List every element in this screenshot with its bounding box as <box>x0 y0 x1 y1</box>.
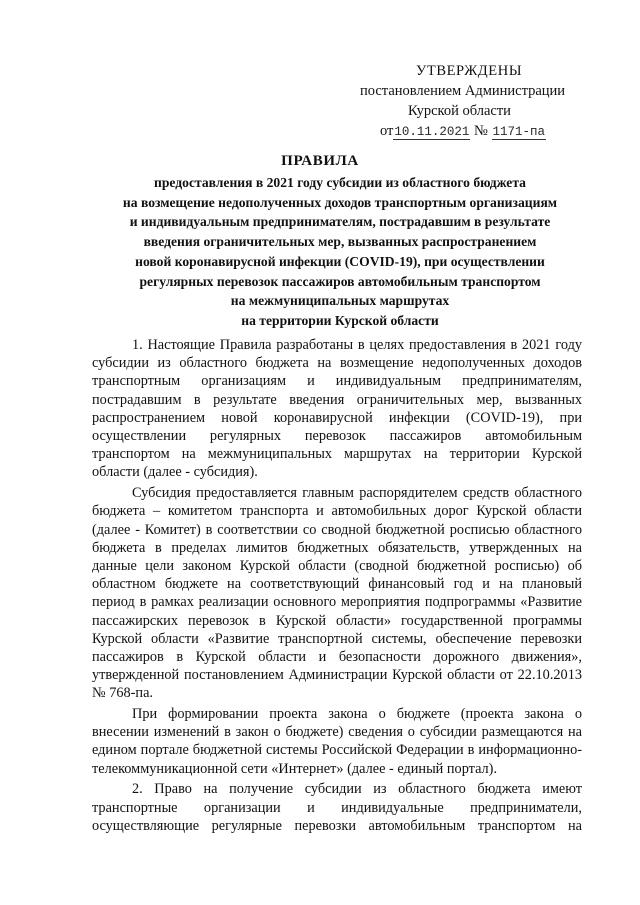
document-body <box>92 336 582 837</box>
decree-date: 10.11.2021 <box>394 125 470 139</box>
subtitle-line: на территории Курской области <box>241 312 439 328</box>
document-subtitle <box>90 173 590 331</box>
subtitle-line: регулярных перевозок пассажиров автомобильным транспортом <box>139 273 541 289</box>
document-title: ПРАВИЛА <box>281 153 359 169</box>
approval-date-line <box>380 122 546 142</box>
number-prefix: № <box>474 123 488 139</box>
decree-number: 1171-па <box>492 125 546 139</box>
subtitle-line: новой коронавирусной инфекции (COVID-19), при осуществлении <box>135 253 545 269</box>
paragraph-1: 1. Настоящие Правила разработаны в целях предоставления в 2021 году субсидии из областного бюджета на возмещение недополученных доходов транспортным организациям и индивидуальным предпринимателям, пострадавшим в результате введения ограничительных мер, вызванных распространением новой коронавирусной инфекции (COVID-19), при осуществлении регулярных перевозок пассажиров автомобильным транспортом на межмуниципальных маршрутах на территории Курской области (далее - субсидия). <box>92 337 582 481</box>
subtitle-line: на межмуниципальных маршрутах <box>230 293 450 309</box>
subtitle-line: предоставления в 2021 году субсидии из областного бюджета <box>154 175 526 190</box>
date-prefix: от <box>380 123 394 139</box>
paragraph-2: 2. Право на получение субсидии из областного бюджета имеют транспортные организации и индивидуальные предприниматели, осуществляющие регулярные перевозки автомобильным транспортом на <box>92 781 582 834</box>
subtitle-line: и индивидуальным предпринимателям, пострадавшим в результате <box>129 214 551 230</box>
subtitle-line: на возмещение недополученных доходов транспортным организациям <box>122 194 558 210</box>
approval-authority: постановлением Администрации <box>360 83 566 99</box>
approval-region: Курской области <box>408 103 511 119</box>
paragraph-portal: При формировании проекта закона о бюджете (проекта закона о внесении изменений в закон о бюджете) сведения о субсидии размещаются на едином портале бюджетной системы Российской Федерации в информационно-телекоммуникационной сети «Интернет» (далее - единый портал). <box>92 706 582 777</box>
paragraph-subsidy: Субсидия предоставляется главным распорядителем средств областного бюджета – комитетом транспорта и автомобильных дорог Курской области (далее - Комитет) в соответствии со сводной бюджетной росписью областного бюджета в пределах лимитов бюджетных обязательств, утвержденных на данные цели законом Курской области (сводной бюджетной росписью) об областном бюджете на соответствующий финансовый год и на плановый период в рамках реализации основного мероприятия подпрограммы «Развитие пассажирских перевозок в Курской области» государственной программы Курской области «Развитие транспортной системы, обеспечение перевозки пассажиров в Курской области и безопасности дорожного движения», утвержденной постановлением Администрации Курской области от 22.10.2013 № 768-па. <box>92 485 582 702</box>
subtitle-line: введения ограничительных мер, вызванных распространением <box>143 234 537 250</box>
approval-heading: УТВЕРЖДЕНЫ <box>416 63 523 79</box>
